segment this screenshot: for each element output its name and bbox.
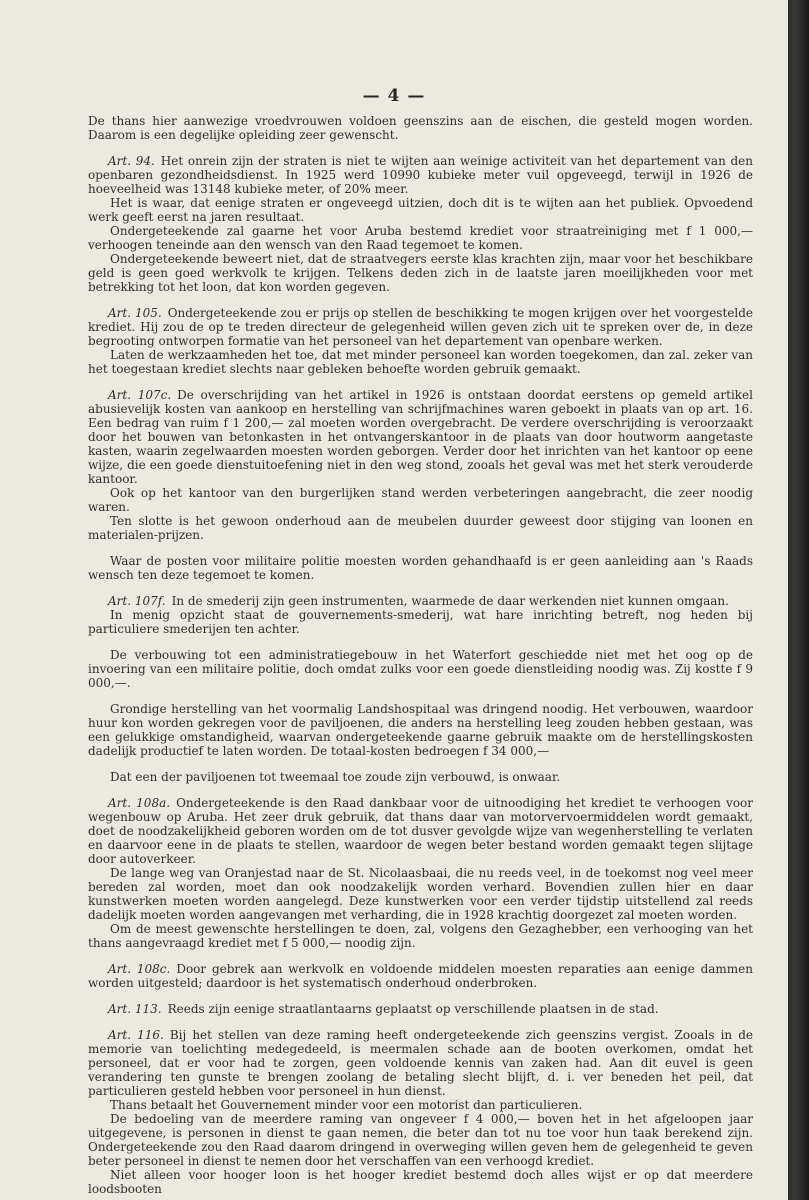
article-reference: Art. 113. bbox=[108, 1002, 162, 1016]
paragraph bbox=[88, 348, 753, 376]
paragraph-text: De verbouwing tot een administratiegebouw in het Waterfort geschiedde niet met het oog op de invoering van een militaire politie, doch omdat zulks voor een goede dienstleiding noodig was. Zij kostte f 9 000,—. bbox=[88, 648, 753, 690]
article-reference: Art. 107f. bbox=[108, 594, 166, 608]
paragraph-text: De bedoeling van de meerdere raming van ongeveer f 4 000,— boven het in het afgeloopen jaar uitgegevene, is personen in dienst te gaan nemen, die beter dan tot nu toe voor hun taak berekend zijn. Ondergeteekende zou den Raad daarom dringend in overweging willen geven hem de gelegenheid te geven beter personeel in dienst te nemen door het verschaffen van een verhoogd krediet. bbox=[88, 1112, 753, 1168]
paragraph-art-94 bbox=[88, 154, 753, 196]
paragraph-text: Dat een der paviljoenen tot tweemaal toe zoude zijn verbouwd, is onwaar. bbox=[110, 770, 561, 784]
article-reference: Art. 105. bbox=[108, 306, 162, 320]
paragraph-text: Grondige herstelling van het voormalig Landshospitaal was dringend noodig. Het verbouwen, waardoor huur kon worden gekregen voor de paviljoenen, die anders na herstelling leeg zouden hebben gestaan, was een gelukkige omstandigheid, waarvan ondergeteekende gaarne gebruik maakte om de herstellingskosten dadelijk productief te laten worden. De totaal-kosten bedroegen f 34 000,— bbox=[88, 702, 753, 758]
paragraph bbox=[88, 608, 753, 636]
paragraph bbox=[88, 196, 753, 224]
paragraph-text: Ondergeteekende beweert niet, dat de straatvegers eerste klas krachten zijn, maar voor het beschikbare geld is geen goed werkvolk te krijgen. Telkens deden zich in de laatste jaren moeilijkheden voor met betrekking tot het loon, dat kon worden gegeven. bbox=[88, 252, 753, 294]
paragraph-text: Waar de posten voor militaire politie moesten worden gehandhaafd is er geen aanleiding aan 's Raads wensch ten deze tegemoet te komen. bbox=[88, 554, 753, 582]
paragraph-text: Niet alleen voor hooger loon is het hooger krediet bestemd doch alles wijst er op dat meerdere loodsbooten bbox=[88, 1168, 753, 1196]
paragraph-text: De lange weg van Oranjestad naar de St. Nicolaasbaai, die nu reeds veel, in de toekomst nog veel meer bereden zal worden, moet dan ook noodzakelijk worden verhard. Bovendien zullen hier en daar kunstwerken moeten worden aangelegd. Deze kunstwerken voor een verder tijdstip uitstellend zal reeds dadelijk moeten worden aangevangen met verharding, die in 1928 krachtig doorgezet zal moeten worden. bbox=[88, 866, 753, 922]
paragraph-art-108a bbox=[88, 796, 753, 866]
book-binding-edge bbox=[788, 0, 809, 1200]
document-body bbox=[88, 114, 753, 1196]
paragraph-text: In menig opzicht staat de gouvernements-smederij, wat hare inrichting betreft, nog heden bij particuliere smederijen ten achter. bbox=[88, 608, 753, 636]
article-reference: Art. 94. bbox=[108, 154, 155, 168]
paragraph-text: De thans hier aanwezige vroedvrouwen voldoen geenszins aan de eischen, die gesteld mogen worden. Daarom is een degelijke opleiding zeer gewenscht. bbox=[88, 114, 753, 142]
paragraph-text: Het is waar, dat eenige straten er ongeveegd uitzien, doch dit is te wijten aan het publiek. Opvoedend werk geeft eerst na jaren resultaat. bbox=[88, 196, 753, 224]
paragraph bbox=[88, 922, 753, 950]
paragraph-text: Ondergeteekende zou er prijs op stellen de beschikking te mogen krijgen over het voorgestelde krediet. Hij zou de op te treden directeur de gelegenheid willen geven zich uit te spreken over de, in deze begrooting ontworpen formatie van het personeel van het departement van openbare werken. bbox=[88, 306, 753, 348]
paragraph-text: In de smederij zijn geen instrumenten, waarmede de daar werkenden niet kunnen omgaan. bbox=[171, 594, 729, 608]
paragraph-text: Ondergeteekende is den Raad dankbaar voor de uitnoodiging het krediet te verhoogen voor wegenbouw op Aruba. Het zeer druk gebruik, dat thans daar van motorvervoermiddelen wordt gemaakt, doet de noodzakelijkheid geboren worden om de tot dusver gevolgde wijze van wegenherstelling te verlaten en daarvoor eene in de plaats te stellen, waardoor de wegen beter bestand worden gemaakt tegen slijtage door autoverkeer. bbox=[88, 796, 754, 866]
article-reference: Art. 108c. bbox=[108, 962, 171, 976]
paragraph bbox=[88, 648, 753, 690]
paragraph-text: Het onrein zijn der straten is niet te wijten aan weinige activiteit van het departement van den openbaren gezondheidsdienst. In 1925 werd 10990 kubieke meter vuil opgeveegd, terwijl in 1926 de hoeveelheid was 13148 kubieke meter, of 20% meer. bbox=[88, 154, 753, 196]
paragraph bbox=[88, 554, 753, 582]
paragraph-art-116 bbox=[88, 1028, 753, 1098]
paragraph bbox=[88, 1168, 753, 1196]
paragraph-text: Reeds zijn eenige straatlantaarns geplaatst op verschillende plaatsen in de stad. bbox=[167, 1002, 659, 1016]
paragraph-text: Ten slotte is het gewoon onderhoud aan de meubelen duurder geweest door stijging van loonen en materialen-prijzen. bbox=[88, 514, 753, 542]
paragraph-text: Bij het stellen van deze raming heeft ondergeteekende zich geenszins vergist. Zooals in de memorie van toelichting medegedeeld, is meermalen schade aan de booten overkomen, omdat het personeel, dat er voor had te zorgen, geen voldoende kennis van zaken had. Aan dit euvel is geen verandering ten gunste te brengen zoolang de betaling slecht blijft, d. i. ver beneden het peil, dat particulieren gesteld hebben voor personeel in hun dienst. bbox=[88, 1028, 753, 1098]
paragraph bbox=[88, 486, 753, 514]
paragraph-text: Ondergeteekende zal gaarne het voor Aruba bestemd krediet voor straatreiniging met f 1 000,— verhoogen teneinde aan den wensch van den Raad tegemoet te komen. bbox=[88, 224, 753, 252]
paragraph-text: Laten de werkzaamheden het toe, dat met minder personeel kan worden toegekomen, dan zal. zeker van het toegestaan krediet slechts naar gebleken behoefte worden gebruik gemaakt. bbox=[88, 348, 753, 376]
paragraph-text: Thans betaalt het Gouvernement minder voor een motorist dan particulieren. bbox=[110, 1098, 583, 1112]
page-number: — 4 — bbox=[362, 86, 426, 106]
paragraph-art-113 bbox=[88, 1002, 753, 1016]
article-reference: Art. 107c. bbox=[108, 388, 172, 402]
paragraph bbox=[88, 866, 753, 922]
paragraph bbox=[88, 514, 753, 542]
paragraph-art-107c bbox=[88, 388, 753, 486]
paragraph-text: Door gebrek aan werkvolk en voldoende middelen moesten reparaties aan eenige dammen worden uitgesteld; daardoor is het systematisch onderhoud onderbroken. bbox=[88, 962, 753, 990]
paragraph bbox=[88, 702, 753, 758]
paragraph bbox=[88, 1098, 753, 1112]
paragraph bbox=[88, 114, 753, 142]
paragraph bbox=[88, 252, 753, 294]
article-reference: Art. 116. bbox=[108, 1028, 164, 1042]
article-reference: Art. 108a. bbox=[108, 796, 171, 810]
paragraph-text: Ook op het kantoor van den burgerlijken stand werden verbeteringen aangebracht, die zeer noodig waren. bbox=[88, 486, 753, 514]
paragraph-text: Om de meest gewenschte herstellingen te doen, zal, volgens den Gezaghebber, een verhooging van het thans aangevraagd krediet met f 5 000,— noodig zijn. bbox=[88, 922, 753, 950]
paragraph bbox=[88, 770, 753, 784]
paragraph bbox=[88, 1112, 753, 1168]
paragraph-art-107f bbox=[88, 594, 753, 608]
paragraph-art-105 bbox=[88, 306, 753, 348]
paragraph-text: De overschrijding van het artikel in 1926 is ontstaan doordat eerstens op gemeld artikel abusievelijk kosten van aankoop en herstelling van schrijfmachines waren geboekt in plaats van op art. 16. Een bedrag van ruim f 1 200,— zal moeten worden overgebracht. De verdere overschrijding is veroorzaakt door het bouwen van betonkasten in het ontvangerskantoor in de plaats van door houtworm aangetaste kasten, waarin zegelwaarden moesten worden geborgen. Verder door het inrichten van het kantoor op eene wijze, die een goede dienstuitoefening niet in den weg stond, zooals het geval was met het sterk verouderde kantoor. bbox=[88, 388, 753, 486]
paragraph bbox=[88, 224, 753, 252]
paragraph-art-108c bbox=[88, 962, 753, 990]
